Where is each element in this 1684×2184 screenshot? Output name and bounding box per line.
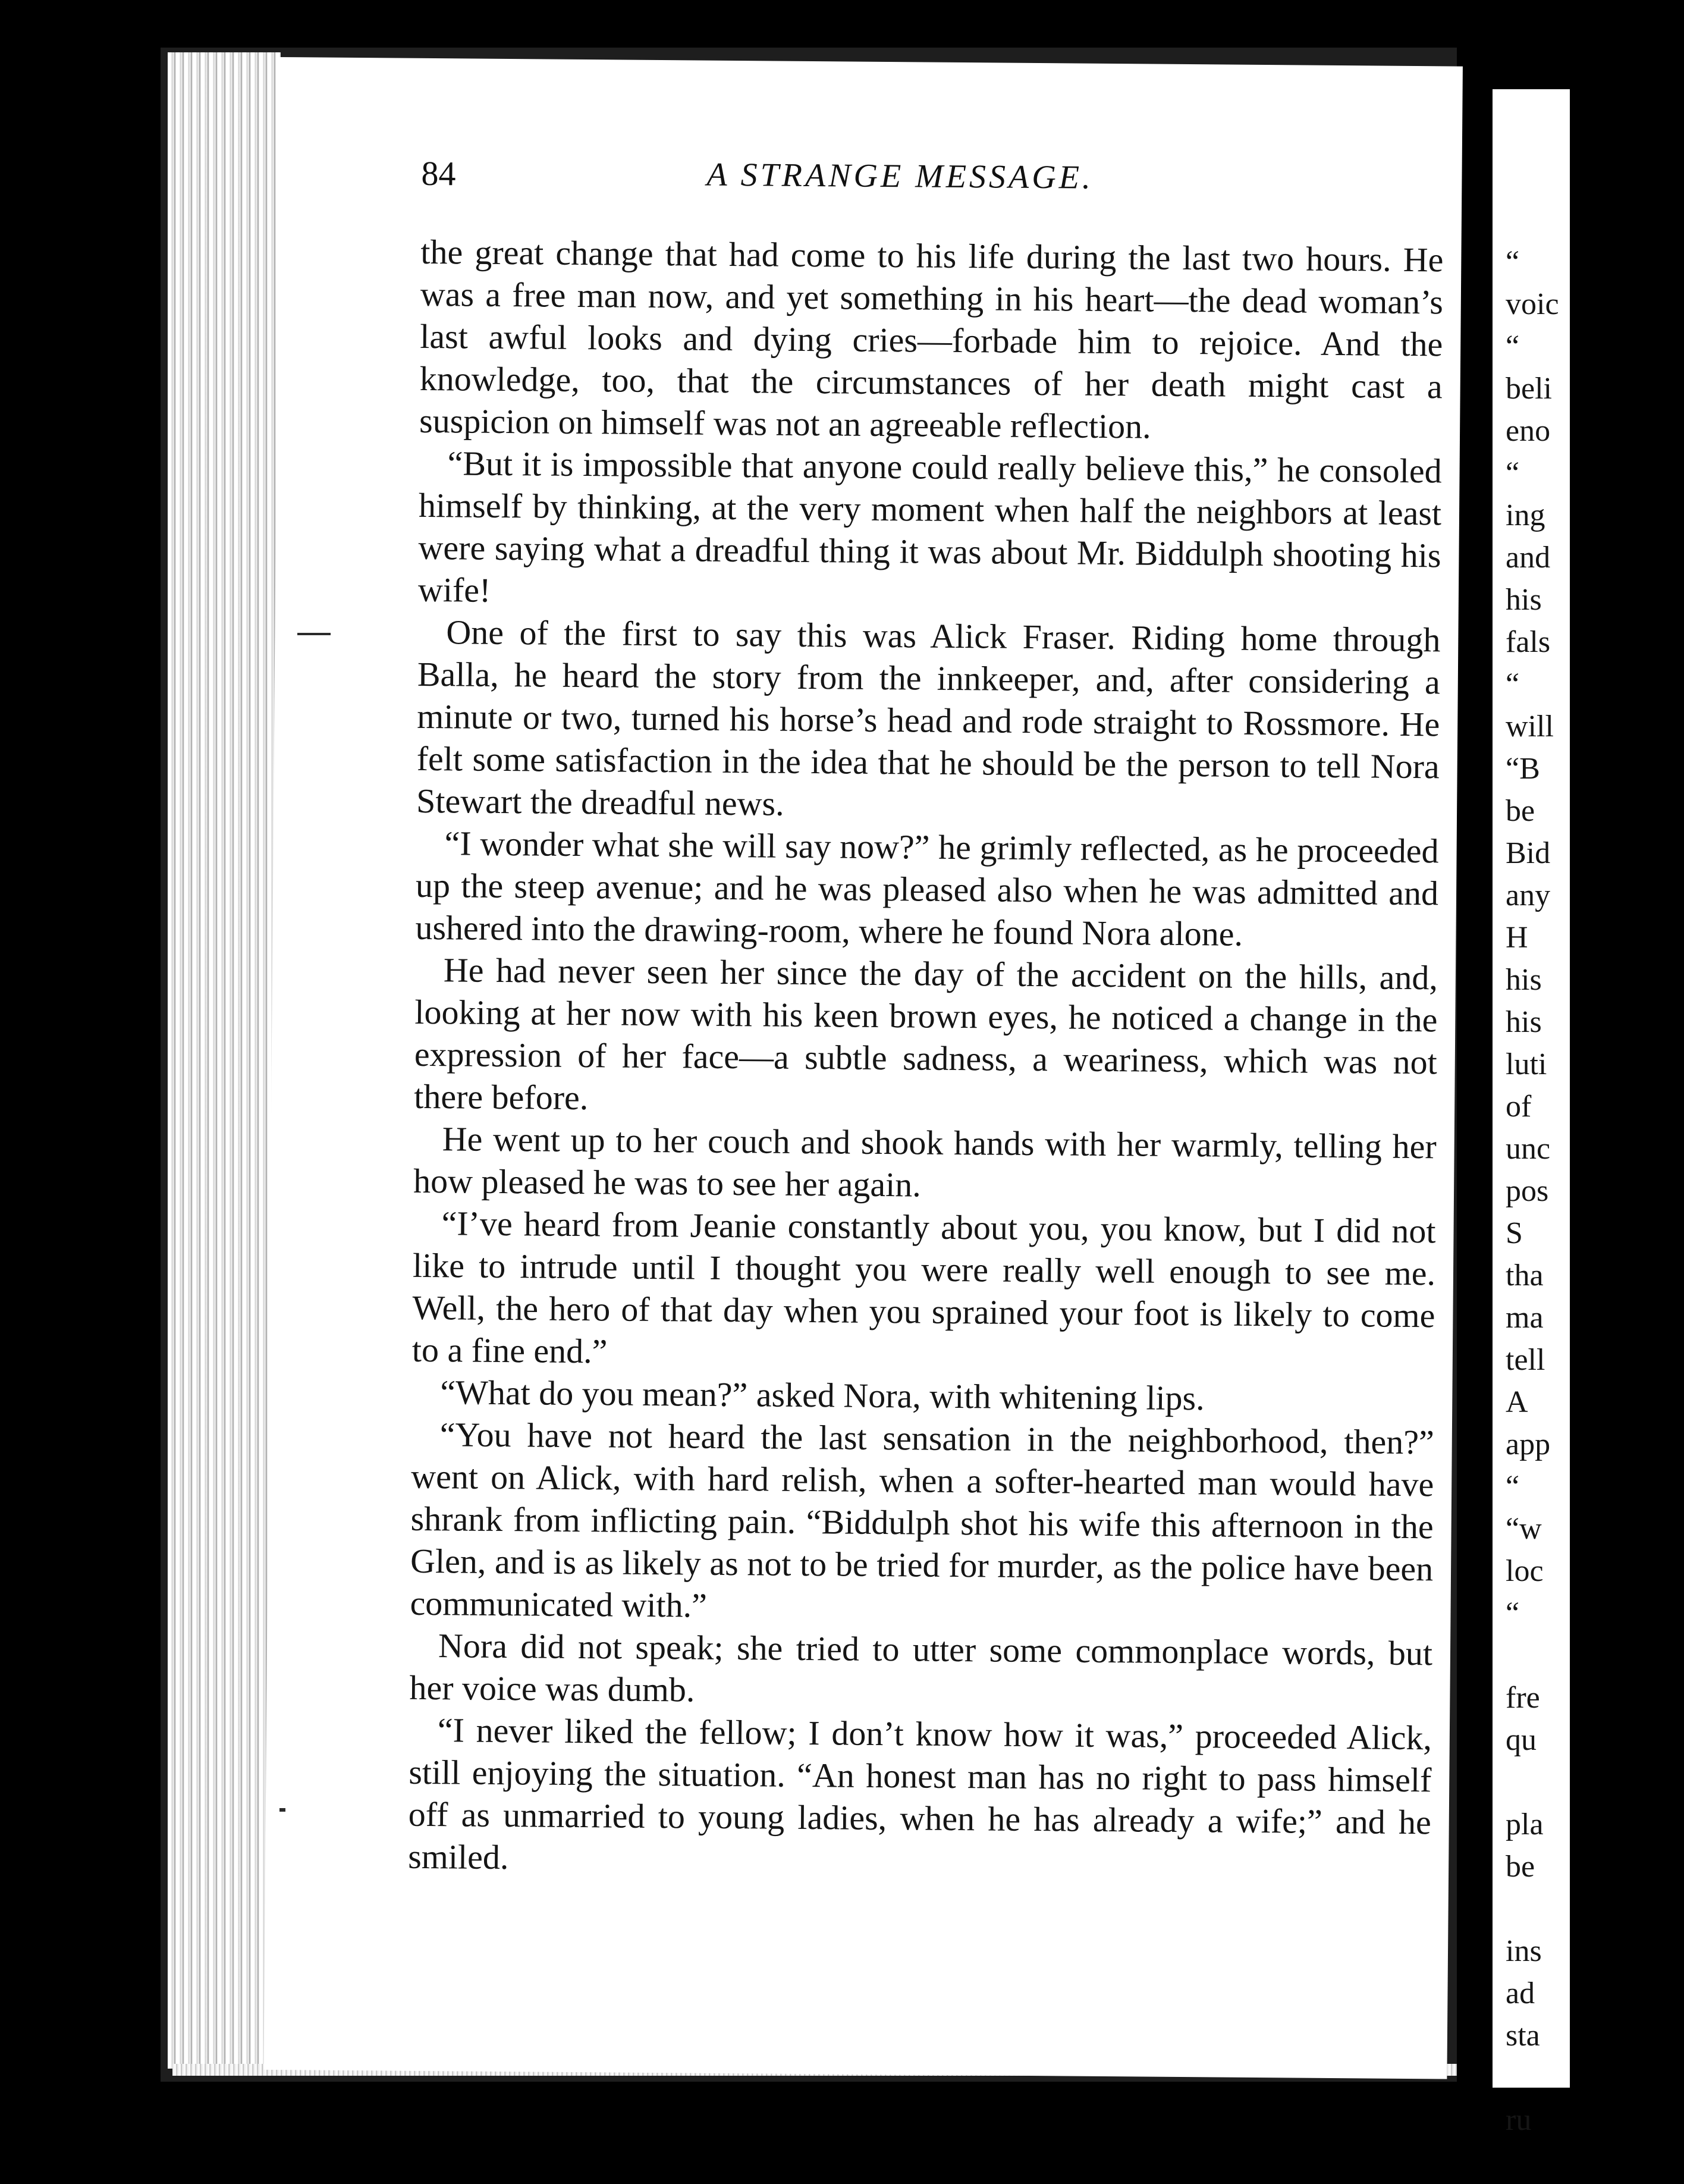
right-page-line: his [1506,1005,1542,1039]
right-page-line: “ [1506,245,1520,279]
right-page-line: voic [1506,287,1559,321]
right-page-line: “ [1506,1596,1520,1630]
right-page-line: pla [1506,1808,1544,1841]
right-page-line: any [1506,878,1551,912]
right-page-line: “ [1506,667,1520,701]
right-page-line [1506,1761,1684,1803]
paragraph: “I’ve heard from Jeanie constantly about you, you know, but I did not like to intrude until I thought you were really well enough to see me. Well, the hero of that day when you sprained your foot is likely to come to a fine end.” [411,1204,1436,1371]
paragraph: “I wonder what she will say now?” he grimly reflected, as he proceeded up the steep avenue; and he was pleased also when he was admitted and ushered into the drawing-room, where he found Nora alone. [415,824,1439,953]
paragraph: Nora did not speak; she tried to utter some commonplace words, but her voice was dumb. [409,1626,1433,1709]
margin-mark [279,1808,285,1812]
body-text [408,231,1444,1885]
right-page-line: eno [1506,414,1551,448]
right-page-line: “B [1506,752,1540,786]
right-page-line: tha [1506,1259,1544,1292]
right-page-line: “ [1506,1470,1520,1504]
right-page-line: unc [1506,1132,1551,1166]
paragraph: “What do you mean?” asked Nora, with whitening lips. [440,1373,1205,1418]
right-page-line: beli [1506,372,1552,406]
right-page-line: and [1506,541,1551,575]
right-page-line: H [1506,921,1528,955]
right-page-line: “ [1506,330,1520,363]
paragraph: One of the first to say this was Alick Fraser. Riding home through Balla, he heard the story from the innkeeper, and, after considering a minute or two, turned his horse’s head and rode straight to Rossmore. He felt some satisfaction in the idea that he should be the person to tell Nora Stewart the dreadful news. [416,613,1441,823]
right-page-line: pos [1506,1174,1549,1208]
right-page-line: qu [1506,1723,1537,1757]
right-page-line: loc [1506,1554,1544,1588]
right-page-line: be [1506,794,1535,828]
left-page [263,57,1463,2079]
page-edges [168,52,281,2069]
right-page-line: tell [1506,1343,1545,1377]
right-page-line: “w [1506,1512,1542,1546]
right-page-line: sta [1506,2019,1540,2053]
page-header [421,153,1444,221]
right-page-line [1506,1634,1684,1677]
right-page-line: ins [1506,1934,1542,1968]
running-head: A STRANGE MESSAGE. [706,156,1094,196]
right-page-fragment [1493,89,1570,2137]
right-page-line: ru [1506,2103,1532,2137]
paragraph: He went up to her couch and shook hands with her warmly, telling her how pleased he was to see her again. [413,1119,1437,1204]
right-page-line: luti [1506,1047,1547,1081]
right-page-line: ad [1506,1976,1535,2010]
right-page-line: S [1506,1216,1523,1250]
right-page-line: app [1506,1427,1551,1461]
right-page-line: of [1506,1090,1532,1124]
right-page-line: A [1506,1385,1528,1419]
right-page-line: Bid [1506,836,1551,870]
right-page-line: will [1506,710,1554,743]
paragraph: “I never liked the fellow; I don’t know how it was,” proceeded Alick, still enjoying the situation. “An honest man has no right to pass himself off as unmarried to young ladies, when he has already a wife;” and he smiled. [407,1711,1432,1877]
right-page-line [1506,2057,1684,2099]
right-page-line: his [1506,583,1542,617]
right-page-line: ma [1506,1301,1544,1335]
right-page-text [1506,241,1684,2141]
right-page-line: his [1506,963,1542,997]
right-page-line: fre [1506,1681,1540,1715]
right-page-line: ing [1506,498,1545,532]
right-page-line: “ [1506,456,1520,490]
right-page-line [1506,1888,1684,1930]
page-number: 84 [421,153,456,193]
paragraph: He had never seen her since the day of the accident on the hills, and, looking at her now with his keen brown eyes, he noticed a change in the expression of her face—a subtle sadness, a weariness, which was not there before. [414,950,1438,1118]
paragraph: the great change that had come to his life during the last two hours. He was a free man now, and yet something in his heart—the dead woman’s last awful looks and dying cries—forbade him to rejoice. And the knowledge, too, that the circumstances of her death might cast a suspicion on himself was not an agreeable reflection. [419,232,1444,446]
right-page-line: fals [1506,625,1551,659]
paragraph: “You have not heard the last sensation in the neighborhood, then?” went on Alick, with hard relish, when a softer-hearted man would have shrank from inflicting pain. “Biddulph shot his wife this afternoon in the Glen, and is as likely as not to be tried for murder, as the police have been communicated with.” [410,1415,1435,1625]
paragraph: “But it is impossible that anyone could really believe this,” he consoled himself by thinking, at the very moment when half the neighbors at least were saying what a dreadful thing it was about Mr. Biddulph shooting his wife! [417,444,1442,610]
right-page-line: be [1506,1850,1535,1884]
margin-mark [297,633,331,635]
